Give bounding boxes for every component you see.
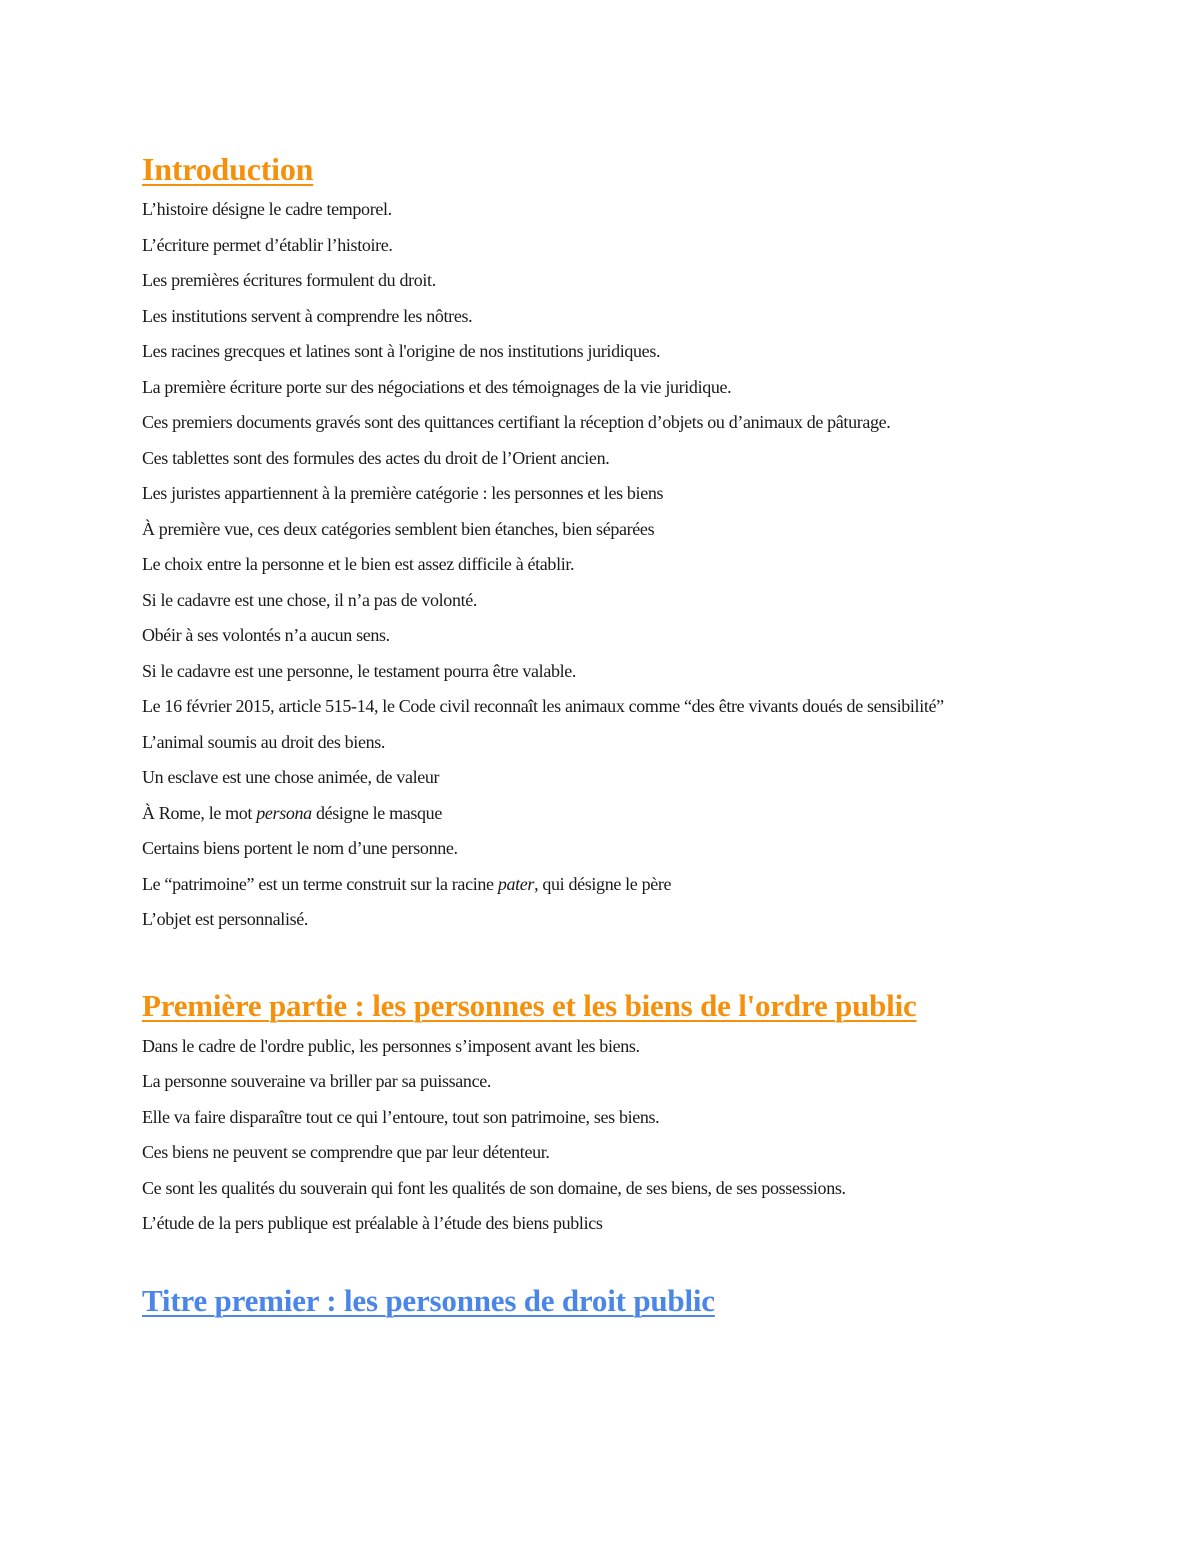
paragraph-patrimoine <box>142 867 1059 903</box>
heading-premiere-partie: Première partie : les personnes et les biens de l'ordre public <box>142 987 917 1023</box>
paragraph: La première écriture porte sur des négociations et des témoignages de la vie juridique. <box>142 376 732 397</box>
paragraph-rome <box>142 796 1059 832</box>
italic-term: persona <box>256 802 312 823</box>
intro-paragraphs <box>142 192 1059 938</box>
paragraph: Les juristes appartiennent à la première catégorie : les personnes et les biens <box>142 483 664 503</box>
paragraph: L’animal soumis au droit des biens. <box>142 731 386 752</box>
italic-term: pater <box>497 873 535 894</box>
heading-titre-premier: Titre premier : les personnes de droit public <box>142 1282 715 1318</box>
spacer <box>142 1242 1059 1278</box>
paragraph: Le choix entre la personne et le bien est assez difficile à établir. <box>142 554 575 574</box>
paragraph: Ces biens ne peuvent se comprendre que par leur détenteur. <box>142 1142 550 1162</box>
paragraph: Obéir à ses volontés n’a aucun sens. <box>142 625 390 645</box>
spacer <box>142 938 1059 983</box>
paragraph: Les institutions servent à comprendre les nôtres. <box>142 305 473 326</box>
text-run: Le “patrimoine” est un terme construit sur la racine <box>142 873 498 894</box>
paragraph: À première vue, ces deux catégories semblent bien étanches, bien séparées <box>142 518 655 539</box>
paragraph: Dans le cadre de l'ordre public, les personnes s’imposent avant les biens. <box>142 1035 640 1056</box>
paragraph: L’étude de la pers publique est préalable à l’étude des biens publics <box>142 1213 603 1233</box>
paragraph: Si le cadavre est une personne, le testament pourra être valable. <box>142 660 577 681</box>
paragraph: L’écriture permet d’établir l’histoire. <box>142 234 393 255</box>
text-run: désigne le masque <box>311 802 442 823</box>
paragraph: L’histoire désigne le cadre temporel. <box>142 199 392 219</box>
paragraph: Si le cadavre est une chose, il n’a pas de volonté. <box>142 589 478 610</box>
paragraph: L’objet est personnalisé. <box>142 909 309 929</box>
paragraph: Ce sont les qualités du souverain qui font les qualités de son domaine, de ses biens, de ses possessions. <box>142 1177 846 1198</box>
text-run: , qui désigne le père <box>534 873 672 894</box>
paragraph: La personne souveraine va briller par sa puissance. <box>142 1071 492 1091</box>
paragraph: Ces tablettes sont des formules des actes du droit de l’Orient ancien. <box>142 447 610 468</box>
paragraph: Un esclave est une chose animée, de valeur <box>142 767 440 787</box>
part-paragraphs <box>142 1029 1059 1242</box>
paragraph: Le 16 février 2015, article 515-14, le Code civil reconnaît les animaux comme “des être vivants doués de sensibilité” <box>142 696 944 716</box>
text-run: À Rome, le mot <box>142 802 257 823</box>
paragraph: Les premières écritures formulent du droit. <box>142 270 436 290</box>
document-page <box>142 146 1059 1324</box>
paragraph: Ces premiers documents gravés sont des quittances certifiant la réception d’objets ou d’animaux de pâturage. <box>142 412 891 432</box>
paragraph: Les racines grecques et latines sont à l'origine de nos institutions juridiques. <box>142 341 661 361</box>
paragraph: Elle va faire disparaître tout ce qui l’entoure, tout son patrimoine, ses biens. <box>142 1106 660 1127</box>
heading-introduction: Introduction <box>142 151 314 187</box>
paragraph: Certains biens portent le nom d’une personne. <box>142 838 458 858</box>
